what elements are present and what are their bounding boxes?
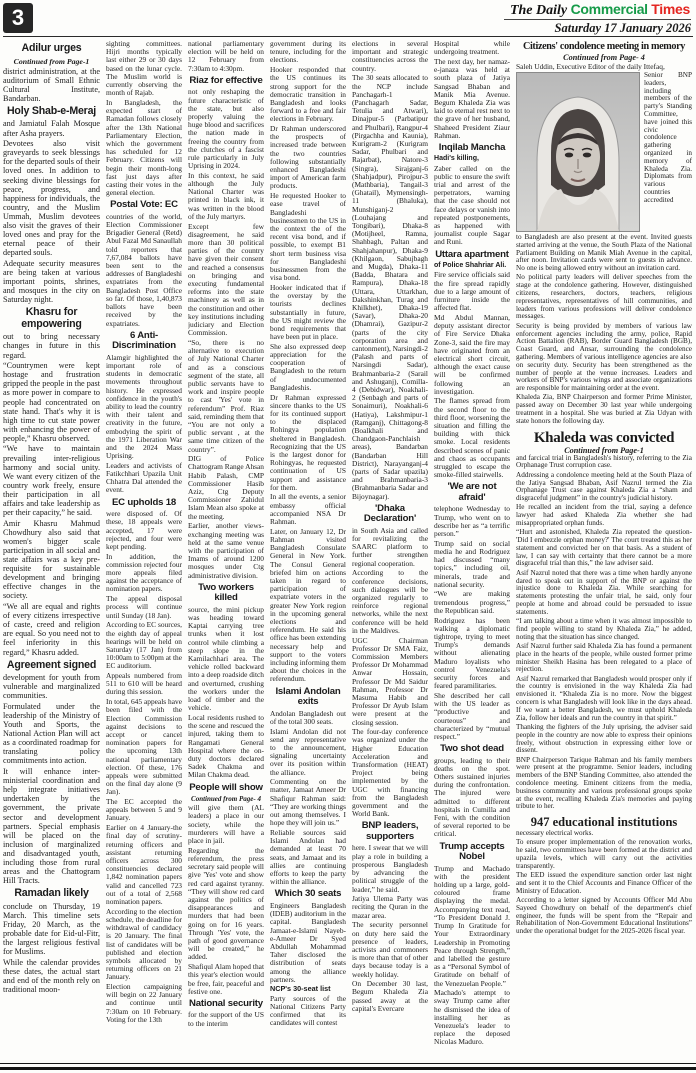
article-paragraph: Commenting on the matter, Jamaat Ameer Dr Shafiqur Rahman said: “They are working things out among themselves. I hope they will join us.” bbox=[270, 777, 346, 828]
article-paragraph: “I am talking about a time when it was almost impossible to find people willing to stand by Khaleda Zia,” he added, noting that the situation has since changed. bbox=[516, 617, 692, 641]
sub-headline: NCP's 30-seat list bbox=[270, 984, 331, 994]
article-paragraph: Hooker indicated that if the overstay by the tourists declines substantially in future, the US might review the bond requirements that have been put in place. bbox=[270, 282, 346, 342]
article-headline: Citizens' condolence meeting in memory bbox=[522, 41, 686, 52]
article-paragraph: Zaber called on the public to ensure the swift trial and arrest of the perpetrators, warning that the case should not face delays or vanish into repeated postponements, as happened with journalist couple Sagar and Runi. bbox=[434, 163, 510, 247]
article-paragraph: Islami Andolan did not send any representative to the announcement, signaling uncertainty over its position within the alliance. bbox=[270, 726, 346, 777]
article-paragraph: Earlier on 4 January-the final day of scrutiny-returning officers and assistant returning officers across 300 constituencies declared 1,842 nomination papers valid and cancelled 723 out of a total of 2,568 nomination papers. bbox=[106, 823, 182, 906]
article-paragraph: to Bangladesh are also present at the event. Invited guests started arriving at the venue, the South Plaza of the National Parliament Building on Manik Miah Avenue in the capital, after noon. Invitation cards were sent to guests in advance. No one is being allowed entry without an invitation card. bbox=[516, 233, 692, 273]
article-headline: 947 educational institutions bbox=[530, 815, 678, 830]
right-section bbox=[516, 40, 692, 1062]
article-paragraph: The appeal disposal process will continue until Sunday (18 Jan). bbox=[106, 594, 182, 620]
masthead-word-commercial: Commercial bbox=[570, 1, 648, 17]
continued-from-note: Continued from Page- 4 bbox=[563, 53, 645, 62]
photo-wrap-text: Senior BNP leaders, including members of the party's Standing Committee, have joined this civic condolence gathering organized in memory of Khaleda Zia. Diplomats from various countries accredited bbox=[644, 71, 692, 204]
article-paragraph: The EC accepted the appeals between 5 and 9 January. bbox=[106, 797, 182, 823]
masthead bbox=[504, 2, 691, 36]
article-paragraph: Dr Rahman underscored the prospects of increased trade between the two countries following substantially enhanced Bangladeshi import of American farm products. bbox=[270, 124, 346, 191]
article-byline: Saleh Uddin, Executive Editor of the daily Ittefaq, bbox=[516, 62, 665, 71]
article-paragraph: “We are making tremendous progress,” the Republican said. bbox=[434, 589, 510, 615]
article-paragraph: “So, there is no alternative to execution of July National Charter and as a conscious segment of the state, all public servants have to work and inspire people to cast 'Yes' vote in referendum” Prof. Riaz said, reminding them that “You are not only a public servant , at the same time citizen of the country”. bbox=[188, 337, 264, 454]
news-column-3 bbox=[188, 40, 264, 1062]
article-khaleda-convicted bbox=[516, 430, 692, 812]
article-paragraph: Regarding the referendum, the press secretary said people will give 'Yes' vote and show red card against tyranny. “They will show red card against the politics of disappearances and murders that had been going on for 16 years. Through 'Yes' vote, the path of good governance will be created,” he added. bbox=[188, 845, 264, 962]
article-paragraph: Adequate security measures are being taken at various important points, shrines, and mosques in the city on Saturday night. bbox=[3, 258, 100, 305]
article-paragraph: Asif Nazrul further said Khaleda Zia has found a permanent place in the hearts of the people, while ousted former prime minister Sheikh Hasina has been relegated to a place of rejection. bbox=[516, 641, 692, 674]
article-headline: Uttara apartment bbox=[435, 248, 509, 260]
article-paragraph: UGC Chairman Professor Dr SMA Faiz, Commission Members Professor Dr Mohammad Anwar Hossain, Professor Dr Md Saidur Rahman, Professor Dr Masuma Habib and Professor Dr Ayub Islam were present at the closing session. bbox=[352, 635, 428, 727]
article-paragraph: According to the conference decisions, such dialogues will be organized regularly to reinforce regional networks, while the next conference will be held in the Maldives. bbox=[352, 568, 428, 635]
article-headline: Two workers killed bbox=[198, 581, 254, 604]
article-paragraph: Shafiqul Alam hoped that this year's election would be free, fair, peaceful and festive one. bbox=[188, 962, 264, 996]
issue-date: Saturday 17 January 2026 bbox=[554, 21, 691, 35]
article-paragraph: It will enhance inter-ministerial coordination and help integrate initiatives undertaken by the government, the private sector and development partners. Special emphasis will be placed on the inclusion of marginalized and disadvantaged youth, including those from rural areas and the Chattogram Hill Tracts. bbox=[3, 767, 100, 886]
article-headline: Inqilab Mancha bbox=[438, 141, 506, 153]
continued-from-note: Continued from Page-1 bbox=[13, 56, 90, 66]
article-paragraph: district administration, at the auditorium of Small Ethnic Cultural Institute, Bandarban. bbox=[3, 66, 100, 103]
article-paragraph: Election campaigning will begin on 22 January and continue until 7:30am on 10 February. Voting for the 13th bbox=[106, 982, 182, 1024]
article-paragraph: source, the mini pickup was heading toward Kaptai carrying tree trunks when it lost control while climbing a steep slope in the Kamilachhari area. The vehicle rolled backward into a deep roadside ditch and overturned, crushing the workers under the load of timber and the vehicle. bbox=[188, 604, 264, 713]
article-paragraph: “Countrymen were kept hostage and frustration gripped the people in the past as more power in compare to people had concentrated on state hand. That's why it is high time to cut state power with enhancing the power of people,” Khasru observed. bbox=[3, 361, 100, 443]
article-paragraph: Addressing a condolence meeting held at the South Plaza of the Jatiya Sangsad Bhaban, Asif Nazrul termed the Zia Orphanage Trust case against Khaleda Zia a “sham and disgraceful judgment” in the country's judicial history. bbox=[516, 470, 692, 503]
article-paragraph: Asif Nazrul remarked that Bangladesh would prosper only if the country is envisioned in the way Khaleda Zia had envisioned it. “Khaleda Zia is no more. Now the biggest concern is what Bangladesh will look like in the days ahead. If we want a better Bangladesh, we must uphold Khaleda Zia, follow her ideals and run the country in that spirit.” bbox=[516, 674, 692, 722]
article-headline: People will show bbox=[189, 781, 263, 793]
article-paragraph: Hooker responded that the US continues its strong support for the democratic transition in Bangladesh and looks forward to a free and fair elections in February. bbox=[270, 65, 346, 124]
article-paragraph: Rodriguez has been walking a diplomatic tightrope, trying to meet Trump's demands without alienating Maduro loyalists who control Venezuela's security forces and feared paramilitaries. bbox=[434, 615, 510, 691]
article-paragraph: Khaleda Zia, BNP Chairperson and former Prime Minister, passed away on December 30 last year while undergoing treatment in a hospital. She was buried at Zia Udyan with state honors the following day. bbox=[516, 393, 692, 425]
bottom-rule bbox=[0, 1063, 696, 1070]
article-paragraph: According to a letter signed by Accounts Officer Md Abu Sayeed Chowdhury on behalf of the department's chief engineer, the funds will be spent from the “Repair and Rehabilitation of Non-Government Educational Institutions” under the operational budget for the 2025-2026 fiscal year. bbox=[516, 896, 692, 936]
article-paragraph: necessary electrical works. bbox=[516, 829, 594, 838]
article-paragraph: telephone Wednesday to Trump, who went on to describe her as “a terrific person.” bbox=[434, 504, 510, 539]
article-paragraph: No political party leaders will deliver speeches from the stage at the condolence gathering. However, distinguished citizens, researchers, doctors, teachers, religious representatives, representatives of hill communities, and leaders from various professions will deliver condolence messages. bbox=[516, 273, 692, 321]
article-paragraph: According to the election schedule, the deadline for withdrawal of candidacy is 20 January. The final list of candidates will be published and election symbols allocated by returning officers on 21 January. bbox=[106, 906, 182, 982]
article-paragraph: In all the events, a senior embassy official accompanied NSA Dr Rahman. bbox=[270, 492, 346, 527]
article-paragraph: He recalled an incident from the trial, saying a defence lawyer had asked Khaleda Zia whether she had misappropriated orphan funds. bbox=[516, 503, 692, 527]
article-paragraph: Later, on January 12, Dr Rahman visited Bangladesh Consulate General in New York. The Consul General briefed him on actions taken in regard to participation of expatriate voters in the greater New York region in the upcoming general elections and referendum. He said his office has been extending necessary help and support to the voters including informing them about the choices in the referendum. bbox=[270, 526, 346, 684]
article-headline: Adilur urges bbox=[21, 42, 82, 54]
page-body bbox=[3, 37, 693, 1062]
lead-in-text: Hadi's killing, bbox=[434, 155, 479, 163]
masthead-title bbox=[504, 2, 691, 20]
article-paragraph: Thanking the fighters of the July uprising, the adviser said people in the country are now able to express their opinions freely, without obstruction in expressing either love or dissent. bbox=[516, 722, 692, 755]
article-paragraph: Local residents rushed to the scene and rescued the injured, taking them to Rangamati General Hospital where the on-duty doctors declared Sadek Chakma and Milan Chakma dead. bbox=[188, 712, 264, 780]
article-headline: Two shot dead bbox=[440, 743, 504, 755]
article-headline: Which 30 seats bbox=[274, 888, 342, 900]
article-paragraph: out to bring necessary changes in future in this regard. bbox=[3, 332, 100, 360]
article-headline: Riaz for effective bbox=[189, 74, 263, 86]
article-paragraph: In addition, the commission rejected four more appeals filed against the acceptance of nomination papers. bbox=[106, 551, 182, 594]
news-column-6 bbox=[434, 40, 510, 1062]
article-paragraph: The EED issued the expenditure sanction order last night and sent it to the Chief Accounts and Finance Officer of the Ministry of Education. bbox=[516, 871, 692, 895]
article-paragraph: Party sources of the National Citizens Party confirmed that its candidates will contest bbox=[270, 993, 346, 1028]
article-paragraph: Earlier, another views-exchanging meeting was held at the same venue with the participation of Imams of around 1200 mosques under Ctg administrative division. bbox=[188, 521, 264, 580]
masthead-prefix: The Daily bbox=[509, 3, 568, 18]
article-paragraph: groups, leading to their deaths on the spot. Others sustained injuries during the confrontation. The injured were admitted to different hospitals in Cumilla and Feni, with the condition of several reported to be critical. bbox=[434, 755, 510, 839]
article-body bbox=[516, 830, 692, 936]
article-paragraph: and Jamiatul Falah Mosque after Asha prayers. bbox=[3, 119, 100, 138]
article-paragraph: Asif Nazrul noted that there was a time when hardly anyone dared to speak out in support of the BNP or against the injustice done to Khaleda Zia. While searching for statements protesting the unfair trial, he said, only four people at home and abroad could be persuaded to issue statements. bbox=[516, 568, 692, 616]
khaleda-zia-photo bbox=[516, 72, 640, 232]
lead-in-text: of Police Shahriar Ali. bbox=[434, 262, 507, 270]
article-headline: EC upholds 18 bbox=[111, 496, 177, 508]
news-column-2 bbox=[106, 40, 182, 1062]
article-paragraph: Machado's attempt to sway Trump came after he dismissed the idea of installing her as Venezuela's leader to replace the deposed Nicolas Maduro. bbox=[434, 988, 510, 1047]
article-paragraph: In this context, he said although the July National Charter was printed in black ink, it was written in the blood of the July martyrs. bbox=[188, 170, 264, 221]
article-paragraph: The 30 seats allocated to the NCP include Panchagarh-1 (Panchagarh Sadar, Tetulia and Atwari), Dinajpur-5 (Parbatipur and Phulbari), Rangpur-4 (Pirgachha and Kaunia), Kurigram-2 (Kurigram Sadar, Phulbari and Rajarbat), Natore-3 (Singra), Sirajganj-6 (Shahjadpur), Pirojpur-3 (Mathbaria), Tangail-3 (Ghatail), Mymensingh-11 (Bhaluka), Munshiganj-2 (Louhajang and Tongibari), Dhaka-8 (Motijheel, Ramna, Shahbagh, Paltan and Shahjahanpur), Dhaka-9 (Khilgaon, Sabujbagh and Mugda), Dhaka-11 (Badda, Bhatara and Rampura), Dhaka-18 (Uttara, Uttarkhan, Dakshinkhan, Turag and Khilkhet), Dhaka-19 (Savar), Dhaka-20 (Dhamrai), Gazipur-2 (parts of the city corporation area and cantonment), Narsingdi-2 (Palash and parts of Narsingdi Sadar), Brahmanbaria-2 (Sarail and Ashuganj), Comilla-4 (Debidwar), Noakhali-2 (Senbagh and parts of Sonaimuri), Noakhali-6 (Hatiya), Lakshmipur-1 (Ramganj), Chittagong-8 (Boalkhali and Chandgaon-Panchlaish areas), Bandarban (Bandarban Hill District), Narayanganj-4 (parts of Sadar upazila) and Brahmanbaria-3 (Brahmanbaria Sadar and Bijoynagar). bbox=[352, 73, 428, 501]
news-column-1 bbox=[3, 40, 100, 1062]
continued-from-note: Continued from Page- 4 bbox=[191, 795, 261, 804]
article-paragraph: not only reshaping the future characteristic of the state, but also properly valuing the huge blood and sacrifices the nation made in freeing the country from the clutches of a fascist rule particularly in July Uprising in 2024. bbox=[188, 87, 264, 171]
article-paragraph: In Bangladesh, the expected start of Ramadan follows closely after the 13th National Parliamentary Election, which the government has scheduled for 12 February. Citizens will begin their month-long fast just days after casting their votes in the general election. bbox=[106, 97, 182, 198]
article-paragraph: DIG of Police Chattogram Range Ahsan Habib Palash, CMP Commissioner Hasib Aziz, Ctg Deputy Commissioner Zahidul Islam Mean also spoke at the meeting. bbox=[188, 454, 264, 521]
article-paragraph: Jatiya Ulema Party was reciting the Quran in the mazar area. bbox=[352, 894, 428, 920]
article-body bbox=[516, 234, 692, 426]
article-paragraph: Security is being provided by members of various law enforcement agencies including the army, police, Rapid Action Battalion (RAB), Border Guard Bangladesh (BGB), Coast Guard, and Ansar, surrounding the condolence gathering. Members of various intelligence agencies are also on security duty. Security has been strengthened as the number of people at the venue increases. Leaders and workers of BNP's various wings and associate organizations are responsible for maintaining order at the event. bbox=[516, 321, 692, 393]
article-paragraph: She described her call with the US leader as “productive and courteous” and characterized by “mutual respect.” bbox=[434, 690, 510, 741]
page-number-badge: 3 bbox=[3, 3, 33, 33]
article-paragraph: She also expressed deep appreciation for the cooperation of Bangladesh to the return of undocumented Bangladeshis. bbox=[270, 341, 346, 392]
article-paragraph: Leaders and activists of Fatikchhari Upazila Unit Chhatra Dal attended the event. bbox=[106, 460, 182, 495]
article-paragraph: Formulated under the leadership of the Ministry of Youth and Sports, the National Action Plan will act as a coordinated roadmap for translating policy commitments into action. bbox=[3, 701, 100, 766]
article-headline: Islami Andolan exits bbox=[275, 685, 341, 708]
article-paragraph: To ensure proper implementation of the renovation works, he said, two committees have been formed at the district and upazila levels, which will carry out the activities transparently. bbox=[516, 838, 692, 870]
article-headline: 'Dhaka Declaration' bbox=[363, 502, 417, 525]
masthead-word-times: Times bbox=[651, 1, 690, 17]
article-headline: Holy Shab-e-Meraj bbox=[6, 104, 97, 117]
portrait-illustration bbox=[517, 73, 639, 231]
article-paragraph: conclude on Thursday, 19 March. This timeline sets Friday, 20 March, as the probable date for Eid-ul-Fitr, the largest religious festival for Muslims. bbox=[3, 901, 100, 957]
photo-row bbox=[516, 72, 692, 232]
article-condolence-meeting bbox=[516, 41, 692, 426]
article-paragraph: were disposed of. Of these, 18 appeals were accepted, 17 were rejected, and four were kept pending. bbox=[106, 509, 182, 551]
article-paragraph: Trump and Machado with the president holding up a large, gold-coloured frame displaying the medal. Accompanying text read, “To President Donald J. Trump In Gratitude for Your Extraordinary Leadership in Promoting Peace through Strength,” and labelled the gesture as a “Personal Symbol of Gratitude on behalf of the Venezuelan People.” bbox=[434, 863, 510, 988]
article-paragraph: “Hurt and astonished, Khaleda Zia repeated the question-'Did I embezzle orphan money?' The court treated this as her statement and convicted her on that basis. As a student of law, I can say with certainty that there cannot be a more disgraceful trial than this,” the law adviser said. bbox=[516, 528, 692, 568]
article-body bbox=[516, 455, 692, 812]
article-paragraph: While the calendar provides these dates, the actual start and end of the month rely on traditional moon- bbox=[3, 957, 100, 995]
article-paragraph: government during its tenure, including for the elections. bbox=[270, 40, 346, 65]
article-paragraph: Reliable sources said Islami Andolan had demanded at least 70 seats, and Jamaat and its allies are continuing efforts to keep the party within the alliance. bbox=[270, 827, 346, 887]
article-paragraph: Fire service officials said the fire spread rapidly due to a large amount of furniture inside the affected flat. bbox=[434, 270, 510, 313]
article-paragraph: Andolan Bangladesh out of the total 300 seats. bbox=[270, 708, 346, 726]
article-paragraph: here. I swear that we will play a role in building a prosperous Bangladesh by advancing the political struggle of the leader,” he said. bbox=[352, 843, 428, 894]
article-paragraph: will give them (AL leaders) a place in our society, while the murderers will have a place in jail. bbox=[188, 803, 264, 846]
continued-from-note: Continued from Page-1 bbox=[564, 445, 644, 455]
article-paragraph: in South Asia and called for revitalizing the SAARC platform to further strengthen regional cooperation. bbox=[352, 525, 428, 568]
article-947-institutions bbox=[516, 815, 692, 936]
article-paragraph: countries of the world, Election Commissioner Brigadier General (Retd) Abul Fazal Md Sanaullah told reporters that 7,67,084 ballots have been sent to the addresses of Bangladeshi expatriates from the Bangladesh Post Office so far. Of those, 1,40,873 ballots have been received by the expatriates. bbox=[106, 211, 182, 328]
page-header bbox=[3, 2, 693, 37]
article-headline: Khaleda was convicted bbox=[533, 429, 675, 446]
article-paragraph: for the support of the US to the interim bbox=[188, 1010, 264, 1028]
article-paragraph: “We have to maintain prevailing inter-religious harmony and social unity. We want every citizen of the country work freely, ensure their participation in all affairs and take leadership as per their capacity,” he said. bbox=[3, 444, 100, 518]
article-headline: Ramadan likely bbox=[14, 887, 89, 900]
article-paragraph: He requested Hooker to ease travel of Bangladeshi businessmen to the US in the context the of the recent visa bond, and if possible, to exempt B1 short term business visa for Bangladeshi businessmen from the visa bond. bbox=[270, 191, 346, 283]
article-paragraph: Amir Khasru Mahmud Chowdhury also said that women's bigger scale participation in all social and state affairs was a key pre-requisite for sustainable development and bringing effective changes in the society. bbox=[3, 518, 100, 601]
article-paragraph: The flames spread from the second floor to the third floor, worsening the situation and filling the building with thick smoke. Local residents described scenes of panic and chaos as occupants struggled to escape the smoke-filled stairwells. bbox=[434, 396, 510, 480]
article-paragraph: On December 30 last, Begum Khaleda Zia passed away at the capital's Evercare bbox=[352, 979, 428, 1013]
article-paragraph: In total, 645 appeals have been filed with the Election Commission against decisions to accept or cancel nomination papers for the upcoming 13th national parliamentary election. Of these, 176 appeals were submitted on the final day alone (9 Jan). bbox=[106, 697, 182, 797]
article-headline: BNP leaders, supporters bbox=[361, 820, 419, 842]
article-paragraph: Engineers Bangladesh (IDEB) auditorium in the capital. Bangladesh Jamaat-e-Islami Nayeb-e-Ameer Dr Syed Abdullah Mohammad Taher disclosed the distribution of seats among the alliance partners. bbox=[270, 900, 346, 984]
article-paragraph: development for youth from vulnerable and marginalized communities. bbox=[3, 673, 100, 701]
article-paragraph: Devotees also visit graveyards to seek blessings for the departed souls of their loved ones. In addition to seeking divine blessings for peace, progress, and happiness for individuals, the country, and the Muslim Ummah, Muslim devotees also visit the graves of their loved ones and pray for the eternal peace of their departed souls. bbox=[3, 139, 100, 258]
article-headline: Trump accepts Nobel bbox=[439, 840, 505, 863]
article-paragraph: and farcical trial in Bangladesh's history, referring to the Zia Orphanage Trust corruption case. bbox=[516, 453, 692, 470]
article-paragraph: Hospital while undergoing treatment. bbox=[434, 40, 510, 57]
article-paragraph: Md Abdul Mannan, deputy assistant director of Fire Service Dhaka Zone-3, said the fire may have originated from an electrical short circuit, although the exact cause will be confirmed following an investigation. bbox=[434, 312, 510, 396]
article-paragraph: According to EC sources, the eighth day of appeal hearings will be held on Saturday (17 Jan) from 10:00am to 5:00pm at the EC auditorium. bbox=[106, 620, 182, 671]
article-paragraph: Appeals numbered from 511 to 610 will be heard during this session. bbox=[106, 671, 182, 697]
article-paragraph: Dr Rahman expressed sincere thanks to the US for its continued support to the displaced Rohingya population sheltered in Bangladesh. Recognizing that the US is the largest donor for Rohingyas, he requested continuation of US support and assistance for them. bbox=[270, 392, 346, 492]
article-headline: Agreement signed bbox=[6, 658, 97, 671]
article-paragraph: Except few disagreement, he said more than 30 political parties of the country have given their consent and reached a consensus on bringing and executing fundamental reforms into the state machinery as well as in the constitution and other key institutions including judiciary and Election Commission. bbox=[188, 221, 264, 338]
article-paragraph: Alamgir highlighted the important role of students in democratic movements throughout history. He expressed confidence in the youth's ability to lead the country with their talent and creativity in the future, embodying the spirit of the 1971 Liberation War and the 2024 Mass Uprising. bbox=[106, 352, 182, 461]
article-paragraph: Trump said on social media he and Rodriguez had discussed “many topics,” including oil, minerals, trade and national security. bbox=[434, 538, 510, 589]
article-paragraph: sighting committees. Hijri months typically last either 29 or 30 days based on the lunar cycle. The Muslim world is currently observing the month of Rajab. bbox=[106, 40, 182, 98]
article-paragraph: The four-day conference was organized under the Higher Education Acceleration and Transformation (HEAT) Project being implemented by the UGC with financing from the Bangladesh government and the World Bank. bbox=[352, 727, 428, 819]
article-headline: National security bbox=[189, 997, 263, 1009]
article-paragraph: “We all are equal and rights of every citizens irrespective of caste, creed and religion are equal. So you need not to feel inferiority in this regard,” Khasru added. bbox=[3, 602, 100, 657]
article-headline: Khasru for empowering bbox=[21, 306, 82, 330]
article-paragraph: The next day, her namaz-e-janaza was held at south plaza of Jatiya Sangsad Bhaban and Manik Mia Avenue. Begum Khaleda Zia was laid to eternal rest next to the grave of her husband, Shaheed President Ziaur Rahman. bbox=[434, 56, 510, 140]
article-paragraph: elections in several important and strategic constituencies across the country. bbox=[352, 40, 428, 73]
article-paragraph: The security personnel on duty here said the presence of leaders, activists and commoners is more than that of other days because today is a weekly holiday. bbox=[352, 920, 428, 979]
article-headline: Postal Vote: EC bbox=[110, 199, 178, 211]
article-paragraph: national parliamentary election will be held on 12 February from 7:30am to 4:30pm. bbox=[188, 40, 264, 73]
article-paragraph: BNP Chairperson Tarique Rahman and his family members were present at the programme. Senior leaders, including members of the BNP Standing Committee, also attended the condolence meeting. Eminent citizens from the media, business community and various professional groups spoke at the event, recalling Khaleda Zia's memories and paying tribute to her. bbox=[516, 755, 692, 811]
news-column-5 bbox=[352, 40, 428, 1062]
article-headline: 6 Anti-Discrimination bbox=[112, 329, 176, 352]
article-headline: 'We are not afraid' bbox=[447, 481, 497, 503]
news-column-4 bbox=[270, 40, 346, 1062]
